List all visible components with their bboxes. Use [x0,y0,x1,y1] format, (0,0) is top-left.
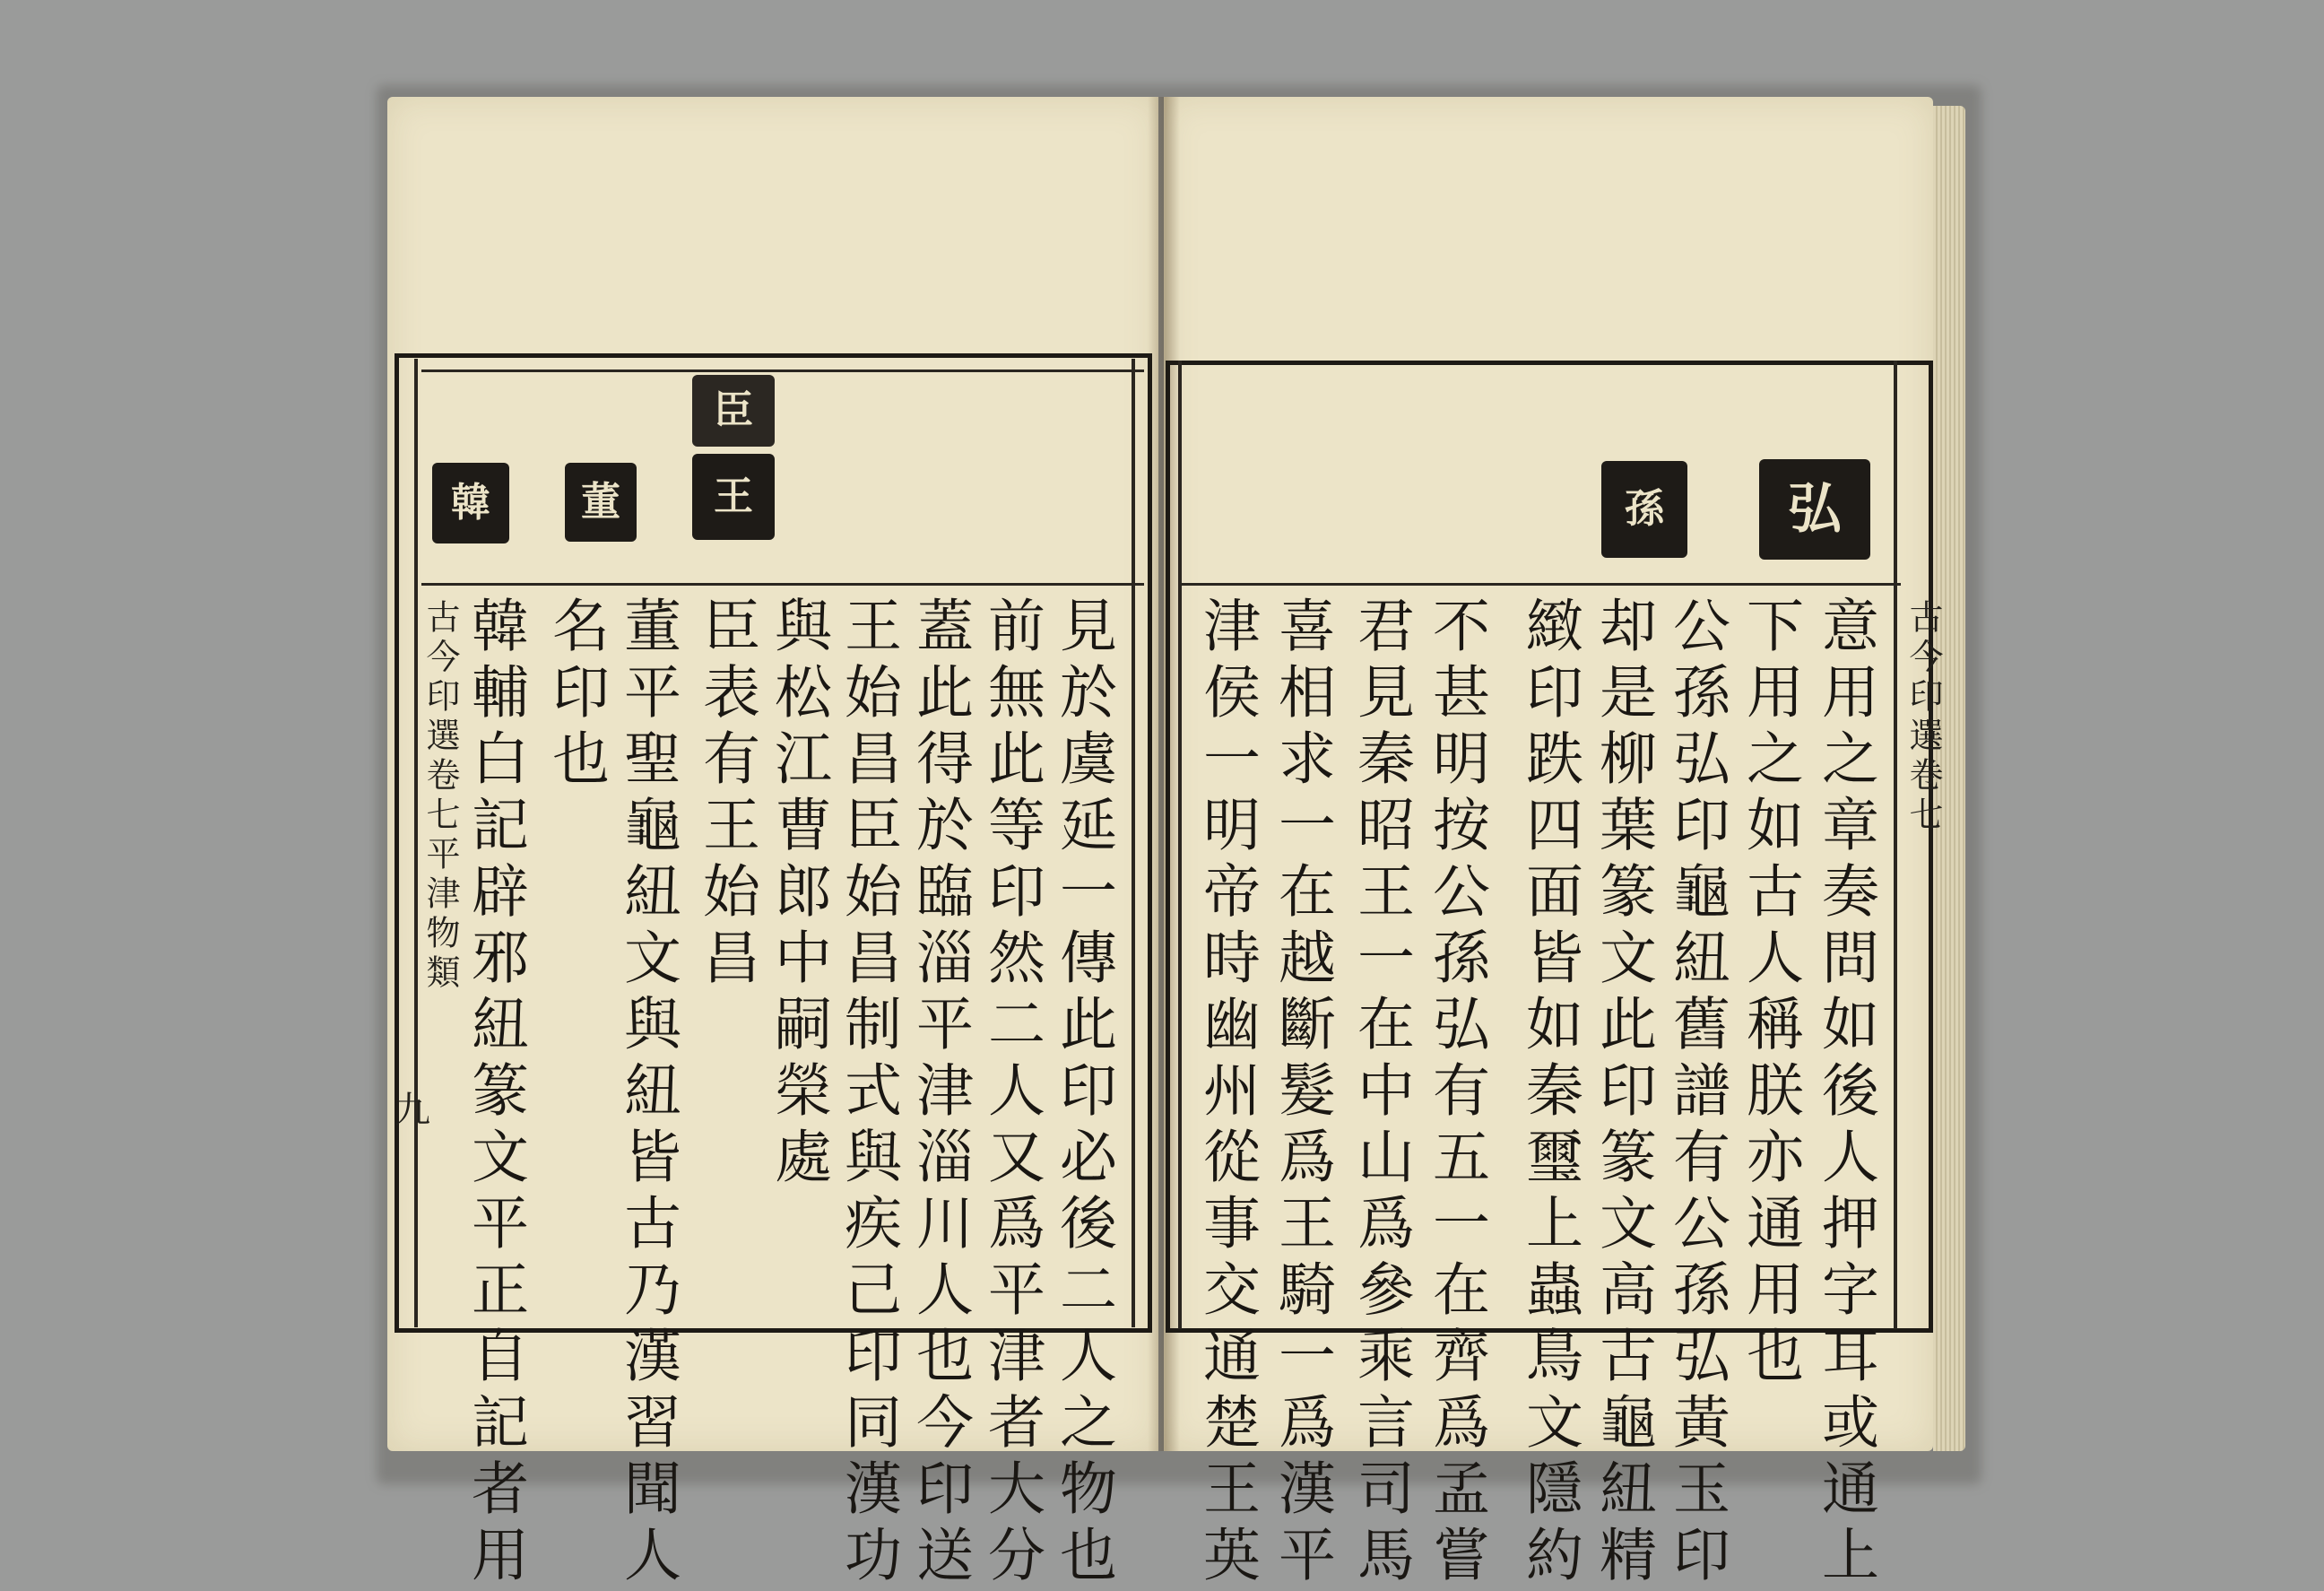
left-col-2: 前無此等印然二人又爲平津者大分 [978,596,1045,1591]
right-col-4: 却是柳葉篆文此印篆文高古龜紐精 [1590,596,1656,1591]
left-margin-title: 古今印選卷七平津物類 [421,599,460,994]
left-col-5: 與松江曹郎中嗣榮處 [765,596,831,1193]
left-col-4: 王始昌臣始昌制式與疾己印同漢功 [835,596,901,1591]
seal-han-fu: 韓 [432,463,509,543]
right-col-7: 君見秦昭王一在中山爲參乘言司馬 [1348,596,1414,1591]
seal-gongsun-small: 孫 [1601,461,1687,558]
left-col-8: 名印也 [542,596,609,795]
right-inner-left-rule [1178,361,1182,1329]
right-col-8: 喜相求一在越斷髮爲王騎一爲漢平 [1269,596,1335,1591]
left-col-3: 蓋此得於臨淄平津淄川人也今印送 [906,596,973,1591]
right-col-5: 緻印跌四面皆如秦璽上蟲鳥文隱約 [1516,596,1583,1591]
left-col-9: 韓輔白記辟邪紐篆文平正自記者用 [462,596,528,1591]
left-page-number: 九 [395,1090,430,1131]
right-col-3: 公孫弘印龜紐舊譜有公孫弘黃玉印 [1663,596,1730,1591]
right-col-2: 下用之如古人稱朕亦通用也 [1737,596,1803,1392]
right-col-6: 不甚明按公孫弘有五一在齊爲孟嘗 [1423,596,1489,1591]
right-col-1: 意用之章奏問如後人押字耳或通上 [1812,596,1878,1591]
seal-dong-ping: 董 [565,463,637,542]
left-col-6: 臣表有王始昌 [693,596,759,994]
left-inner-top-rule [421,369,1144,372]
right-seal-divider [1178,583,1901,586]
right-inner-right-rule [1894,361,1897,1329]
left-seal-divider [421,583,1144,586]
seal-chen-cao: 臣 [692,375,775,447]
left-col-7: 董平聖龜紐文與紐皆古乃漢習聞人 [614,596,681,1591]
left-col-1: 見於虞延一傳此印必後二人之物也 [1050,596,1116,1591]
right-margin-title: 古今印選卷七 [1903,599,1943,836]
seal-gongsun-hong: 弘 [1759,459,1870,560]
left-inner-right-rule [1132,359,1135,1327]
seal-wang-zhao: 王 [692,454,775,540]
right-col-9: 津侯一明帝時幽州從事交通楚王英 [1193,596,1260,1591]
